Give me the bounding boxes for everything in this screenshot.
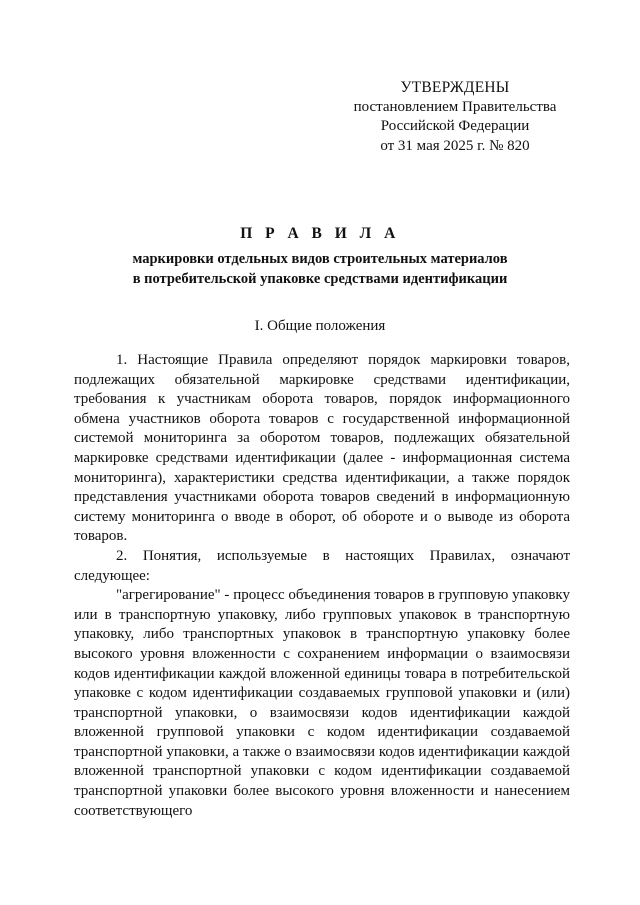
paragraph-1: 1. Настоящие Правила определяют порядок маркировки товаров, подлежащих обязательной маркировке средствами идентификации, требования к участникам оборота товаров, порядок информационного обмена участников оборота товаров с государственной информационной системой мониторинга за оборотом товаров, подлежащих обязательной маркировке средствами идентификации (далее - информационная система мониторинга), характеристики средства идентификации, а также порядок представления участниками оборота товаров сведений в информационную систему мониторинга о вводе в оборот, об обороте и о выводе из оборота товаров.	[74, 352, 570, 545]
subtitle-line-1: маркировки отдельных видов строительных материалов	[132, 251, 508, 267]
paragraph-2: 2. Понятия, используемые в настоящих Правилах, означают следующее:	[74, 547, 570, 584]
subtitle-line-2: в потребительской упаковке средствами идентификации	[132, 270, 508, 287]
approval-line-2: Российской Федерации	[380, 118, 530, 134]
approval-stamp	[340, 78, 570, 156]
section-heading: I. Общие положения	[254, 318, 386, 334]
document-title: П Р А В И Л А	[240, 225, 400, 242]
approval-line-3: от 31 мая 2025 г. № 820	[380, 137, 530, 154]
paragraph-3: "агрегирование" - процесс объединения товаров в групповую упаковку или в транспортную упаковку, либо групповых упаковок в транспортную упаковку, либо транспортных упаковок в транспортную упаковку более высокого уровня вложенности с сохранением информации о взаимосвязи кодов идентификации каждой вложенной единицы товара в потребительской упаковке с кодом идентификации создаваемых групповой упаковки и (или) транспортной упаковки, о взаимосвязи кодов идентификации каждой вложенной групповой упаковки с кодом идентификации создаваемой транспортной упаковки, а также о взаимосвязи кодов идентификации каждой вложенной транспортной упаковки с кодом идентификации создаваемой транспортной упаковки более высокого уровня вложенности и нанесением соответствующего	[74, 587, 570, 819]
body-text	[74, 351, 570, 821]
approval-line-1: постановлением Правительства	[353, 98, 557, 115]
approval-title: УТВЕРЖДЕНЫ	[400, 79, 510, 96]
document-subtitle	[0, 250, 640, 289]
